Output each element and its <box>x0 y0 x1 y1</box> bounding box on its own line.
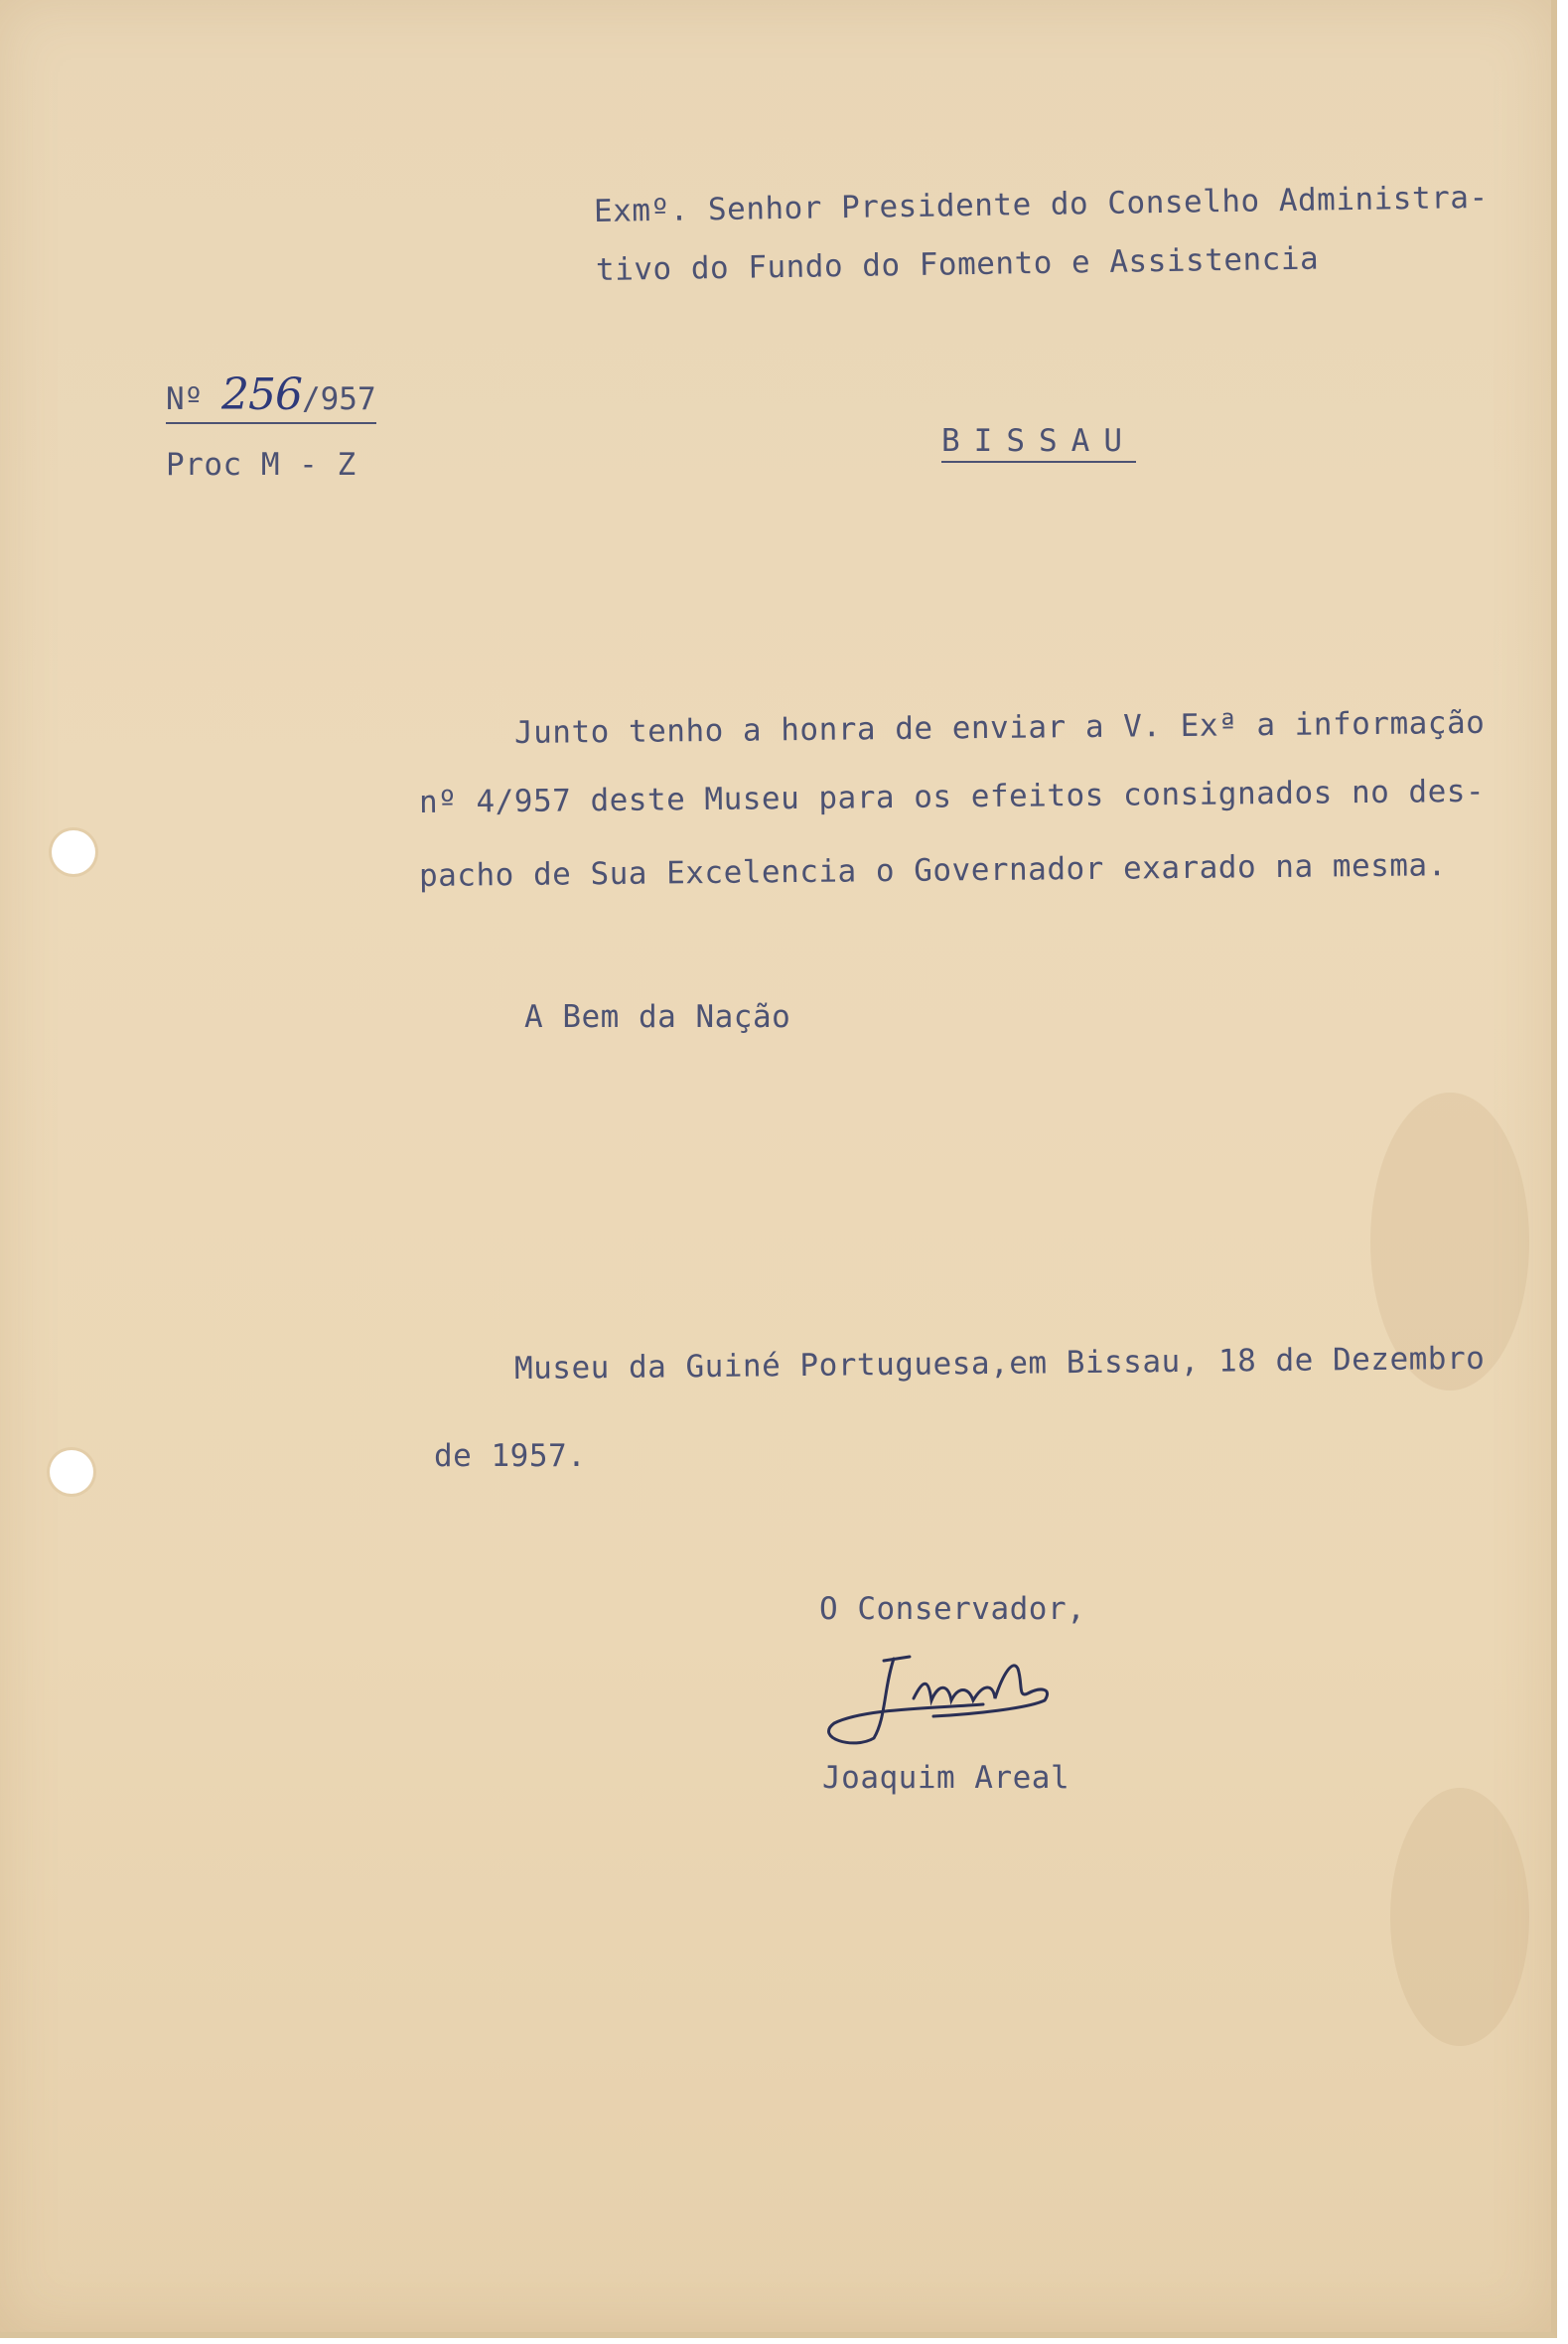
process-reference: Proc M - Z <box>166 447 356 483</box>
signer-role: O Conservador, <box>819 1591 1086 1627</box>
addressee-line-2: tivo do Fundo do Fomento e Assistencia <box>595 240 1320 288</box>
reference-prefix: Nº <box>166 381 204 417</box>
body-line-2: nº 4/957 deste Museu para os efeitos consignados no des- <box>418 773 1486 820</box>
city-heading: BISSAU <box>941 423 1136 463</box>
handwritten-signature <box>814 1639 1142 1758</box>
reference-handwritten-number: 256 <box>221 369 302 420</box>
closing-salutation: A Bem da Nação <box>524 999 791 1035</box>
place-date-line-1: Museu da Guiné Portuguesa,em Bissau, 18 de Dezembro <box>513 1340 1486 1387</box>
reference-year: /957 <box>301 381 376 417</box>
addressee-line-1: Exmº. Senhor Presidente do Conselho Administra- <box>593 179 1489 229</box>
signer-name: Joaquim Areal <box>822 1760 1070 1796</box>
reference-number <box>166 369 376 424</box>
body-line-1: Junto tenho a honra de enviar a V. Exª a informação <box>513 704 1486 751</box>
place-date-line-2: de 1957. <box>434 1438 587 1474</box>
body-line-3: pacho de Sua Excelencia o Governador exarado na mesma. <box>418 847 1447 894</box>
punch-hole <box>50 1450 93 1494</box>
punch-hole <box>52 830 95 874</box>
paper-stain <box>1390 1788 1529 2046</box>
